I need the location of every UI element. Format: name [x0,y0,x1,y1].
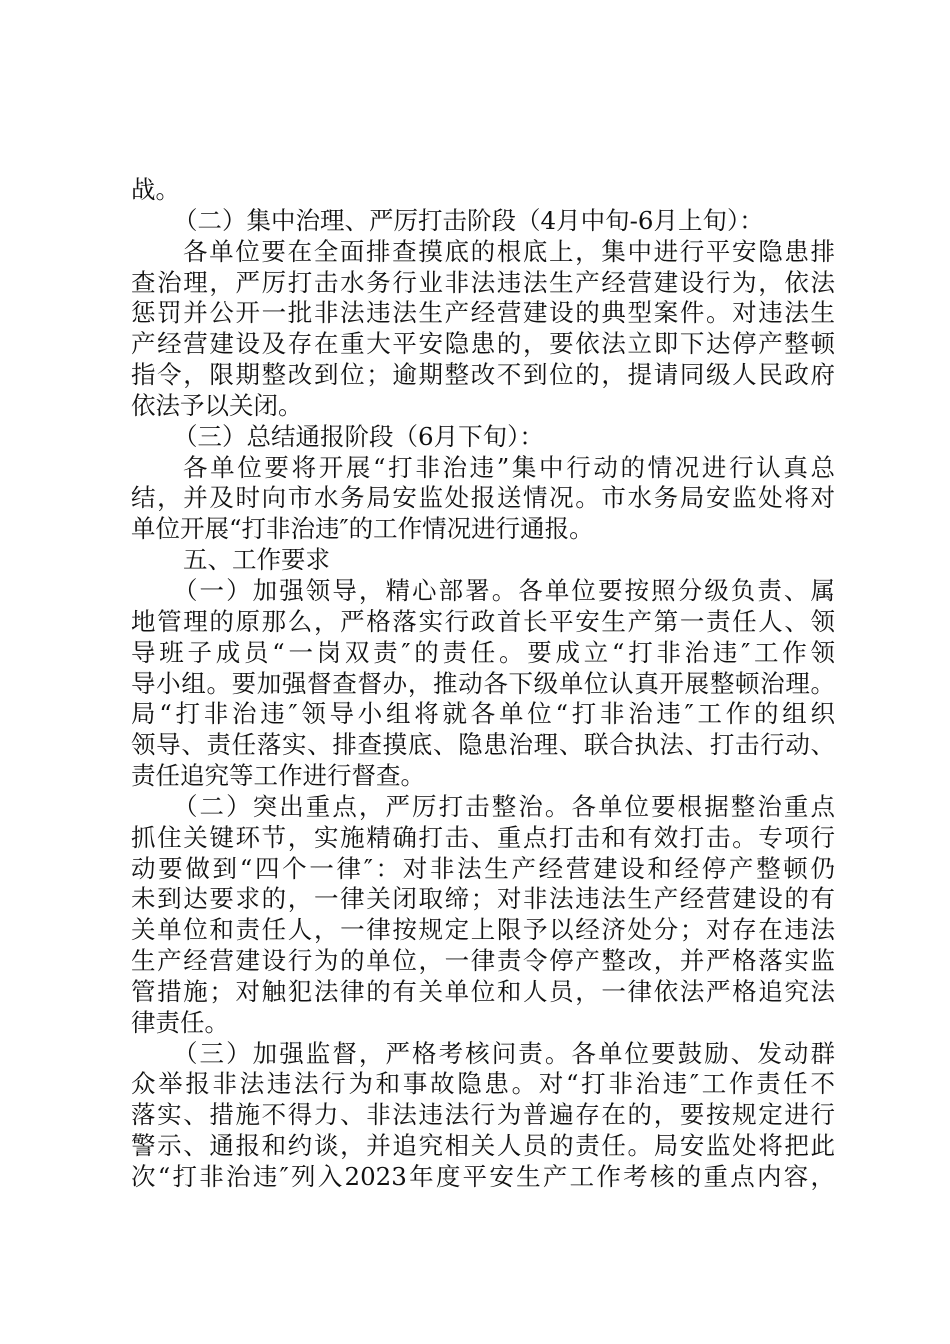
text-line: 各单位要在全面排查摸底的根底上，集中进行平安隐患排 [183,236,835,266]
section-heading: （三）总结通报阶段（6月下旬）： [173,421,544,451]
text-line: 产经营建设及存在重大平安隐患的，要依法立即下达停产整顿 [131,329,835,359]
text-line: 众举报非法违法行为和事故隐患。对“打非治违″工作责任不 [131,1069,835,1099]
text-line: 动要做到“四个一律″：对非法生产经营建设和经停产整顿仍 [131,853,835,883]
text-line: 依法予以关闭。 [131,390,303,420]
text-line: 地管理的原那么，严格落实行政首长平安生产第一责任人、领 [131,606,835,636]
section-heading: （二）集中治理、严厉打击阶段（4月中旬-6月上旬）： [173,205,764,235]
text-line: 律责任。 [131,1007,229,1037]
text-line: 领导、责任落实、排查摸底、隐患治理、联合执法、打击行动、 [131,730,835,760]
text-line: 警示、通报和约谈，并追究相关人员的责任。局安监处将把此 [131,1131,835,1161]
text-line: 未到达要求的，一律关闭取缔；对非法违法生产经营建设的有 [131,884,835,914]
chapter-heading: 五、工作要求 [183,545,330,575]
text-line: 落实、措施不得力、非法违法行为普遍存在的，要按规定进行 [131,1100,835,1130]
text-line: 导班子成员“一岗双责″的责任。要成立“打非治违″工作领 [131,637,835,667]
text-line: 管措施；对触犯法律的有关单位和人员，一律依法严格追究法 [131,976,835,1006]
text-line: 责任追究等工作进行督查。 [131,761,425,791]
text-line: （一）加强领导，精心部署。各单位要按照分级负责、属 [173,575,835,605]
text-line: 指令，限期整改到位；逾期整改不到位的，提请同级人民政府 [131,360,835,390]
text-line: 关单位和责任人，一律按规定上限予以经济处分；对存在违法 [131,915,835,945]
text-line: 战。 [131,175,180,204]
text-line: 各单位要将开展“打非治违”集中行动的情况进行认真总 [183,452,835,482]
text-line: （三）加强监督，严格考核问责。各单位要鼓励、发动群 [173,1038,835,1068]
text-line: 次“打非治违″列入2023年度平安生产工作考核的重点内容， [131,1162,835,1191]
text-line: 查治理，严厉打击水务行业非法违法生产经营建设行为，依法 [131,267,835,297]
text-line: 导小组。要加强督查督办，推动各下级单位认真开展整顿治理。 [131,668,835,698]
document-body [131,175,835,1193]
text-line: 局“打非治违″领导小组将就各单位“打非治违″工作的组织 [131,699,835,729]
text-line: 生产经营建设行为的单位，一律责令停产整改，并严格落实监 [131,946,835,976]
text-line: 抓住关键环节，实施精确打击、重点打击和有效打击。专项行 [131,822,835,852]
text-line: （二）突出重点，严厉打击整治。各单位要根据整治重点 [173,791,835,821]
text-line: 结，并及时向市水务局安监处报送情况。市水务局安监处将对 [131,483,835,513]
text-line: 惩罚并公开一批非法违法生产经营建设的典型案件。对违法生 [131,298,835,328]
text-line: 单位开展“打非治违″的工作情况进行通报。 [131,514,594,544]
